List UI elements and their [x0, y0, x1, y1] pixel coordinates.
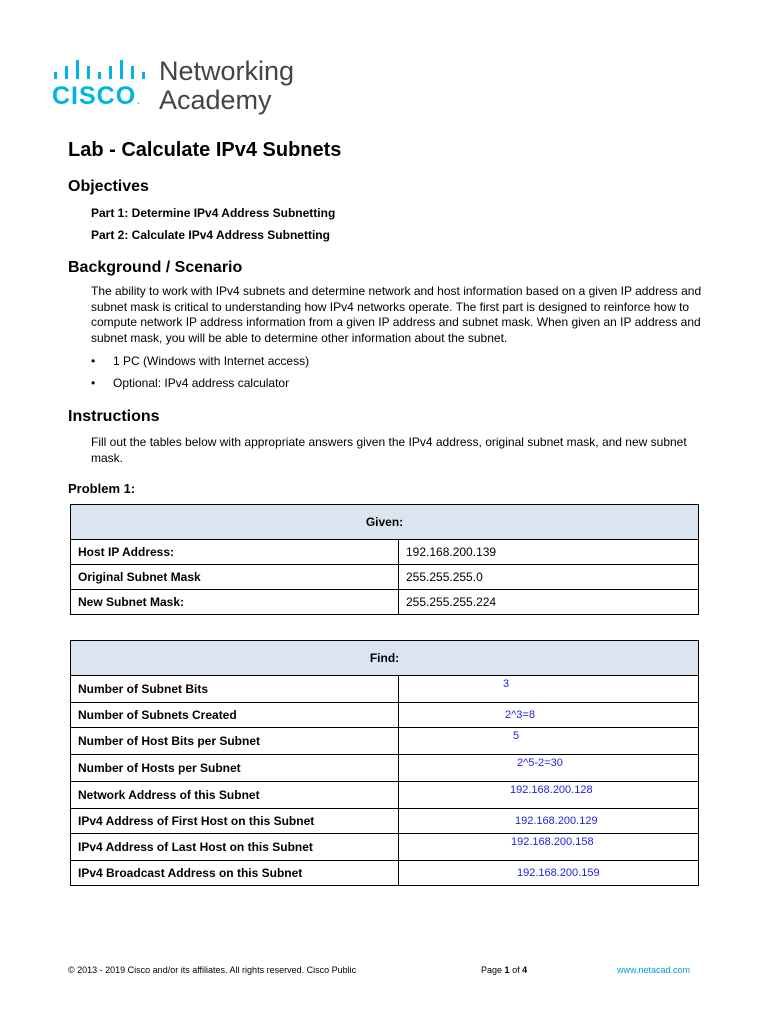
find-answer: 5: [399, 728, 699, 755]
table-row: [71, 834, 699, 861]
cisco-bars-icon: [52, 60, 152, 82]
background-heading: Background / Scenario: [68, 259, 243, 276]
find-answer: 192.168.200.158: [399, 834, 699, 861]
given-value: 192.168.200.139: [399, 540, 699, 565]
given-label: Original Subnet Mask: [71, 565, 399, 590]
footer-url-link[interactable]: www.netacad.com: [617, 965, 691, 975]
instructions-paragraph: Fill out the tables below with appropriate answers given the IPv4 address, original subnet mask, and new subnet mask.: [91, 435, 687, 465]
problem-label: Problem 1:: [68, 481, 136, 496]
table-row: [71, 590, 699, 615]
find-label: Network Address of this Subnet: [71, 782, 399, 809]
given-label: Host IP Address:: [71, 540, 399, 565]
table-row: [71, 565, 699, 590]
given-value: 255.255.255.0: [399, 565, 699, 590]
find-answer: 2^3=8: [399, 703, 699, 728]
table-row: [71, 782, 699, 809]
bullet-text: 1 PC (Windows with Internet access): [113, 354, 310, 368]
logo-networking-text: Networking: [159, 56, 295, 86]
find-label: Number of Subnets Created: [71, 703, 399, 728]
find-label: IPv4 Address of First Host on this Subnet: [71, 809, 399, 834]
footer-page-number: Page 1 of 4: [481, 965, 528, 975]
given-value: 255.255.255.224: [399, 590, 699, 615]
footer-copyright: © 2013 - 2019 Cisco and/or its affiliates. All rights reserved. Cisco Public: [68, 965, 357, 975]
bullet-text: Optional: IPv4 address calculator: [113, 376, 290, 390]
instructions-heading: Instructions: [68, 408, 160, 425]
find-answer: 2^5-2=30: [399, 755, 699, 782]
objectives-heading: Objectives: [68, 178, 149, 195]
find-answer: 3: [399, 676, 699, 703]
bullet-item: • 1 PC (Windows with Internet access): [91, 354, 310, 368]
table-row: [71, 755, 699, 782]
objective-part-2: Part 2: Calculate IPv4 Address Subnetting: [91, 228, 330, 242]
find-header: Find:: [71, 641, 699, 676]
bullet-item: • Optional: IPv4 address calculator: [91, 376, 290, 390]
cisco-wordmark: CISCO: [52, 82, 137, 110]
find-answer: 192.168.200.159: [399, 861, 699, 886]
cisco-networking-academy-logo: CISCO. Networking Academy: [52, 56, 295, 115]
find-label: IPv4 Address of Last Host on this Subnet: [71, 834, 399, 861]
find-table: [70, 640, 699, 886]
find-answer: 192.168.200.128: [399, 782, 699, 809]
find-label: Number of Host Bits per Subnet: [71, 728, 399, 755]
logo-academy-text: Academy: [159, 85, 272, 115]
given-label: New Subnet Mask:: [71, 590, 399, 615]
background-paragraph: The ability to work with IPv4 subnets and determine network and host information based on a given IP address and subnet mask is critical to understanding how IPv4 networks operate. The first part is designed to reinforce how to compute network IP address information from a given IP address and subnet mask. When given an IP address and subnet mask, you will be able to determine other information about the subnet.: [91, 284, 702, 345]
table-row: [71, 540, 699, 565]
given-header: Given:: [71, 505, 699, 540]
find-answer: 192.168.200.129: [399, 809, 699, 834]
table-row: [71, 676, 699, 703]
find-label: Number of Subnet Bits: [71, 676, 399, 703]
objective-part-1: Part 1: Determine IPv4 Address Subnetting: [91, 206, 336, 220]
table-row: [71, 703, 699, 728]
page-title: Lab - Calculate IPv4 Subnets: [68, 139, 342, 161]
find-label: IPv4 Broadcast Address on this Subnet: [71, 861, 399, 886]
find-label: Number of Hosts per Subnet: [71, 755, 399, 782]
table-row: [71, 728, 699, 755]
given-table: [70, 504, 699, 615]
table-row: [71, 809, 699, 834]
table-row: [71, 861, 699, 886]
